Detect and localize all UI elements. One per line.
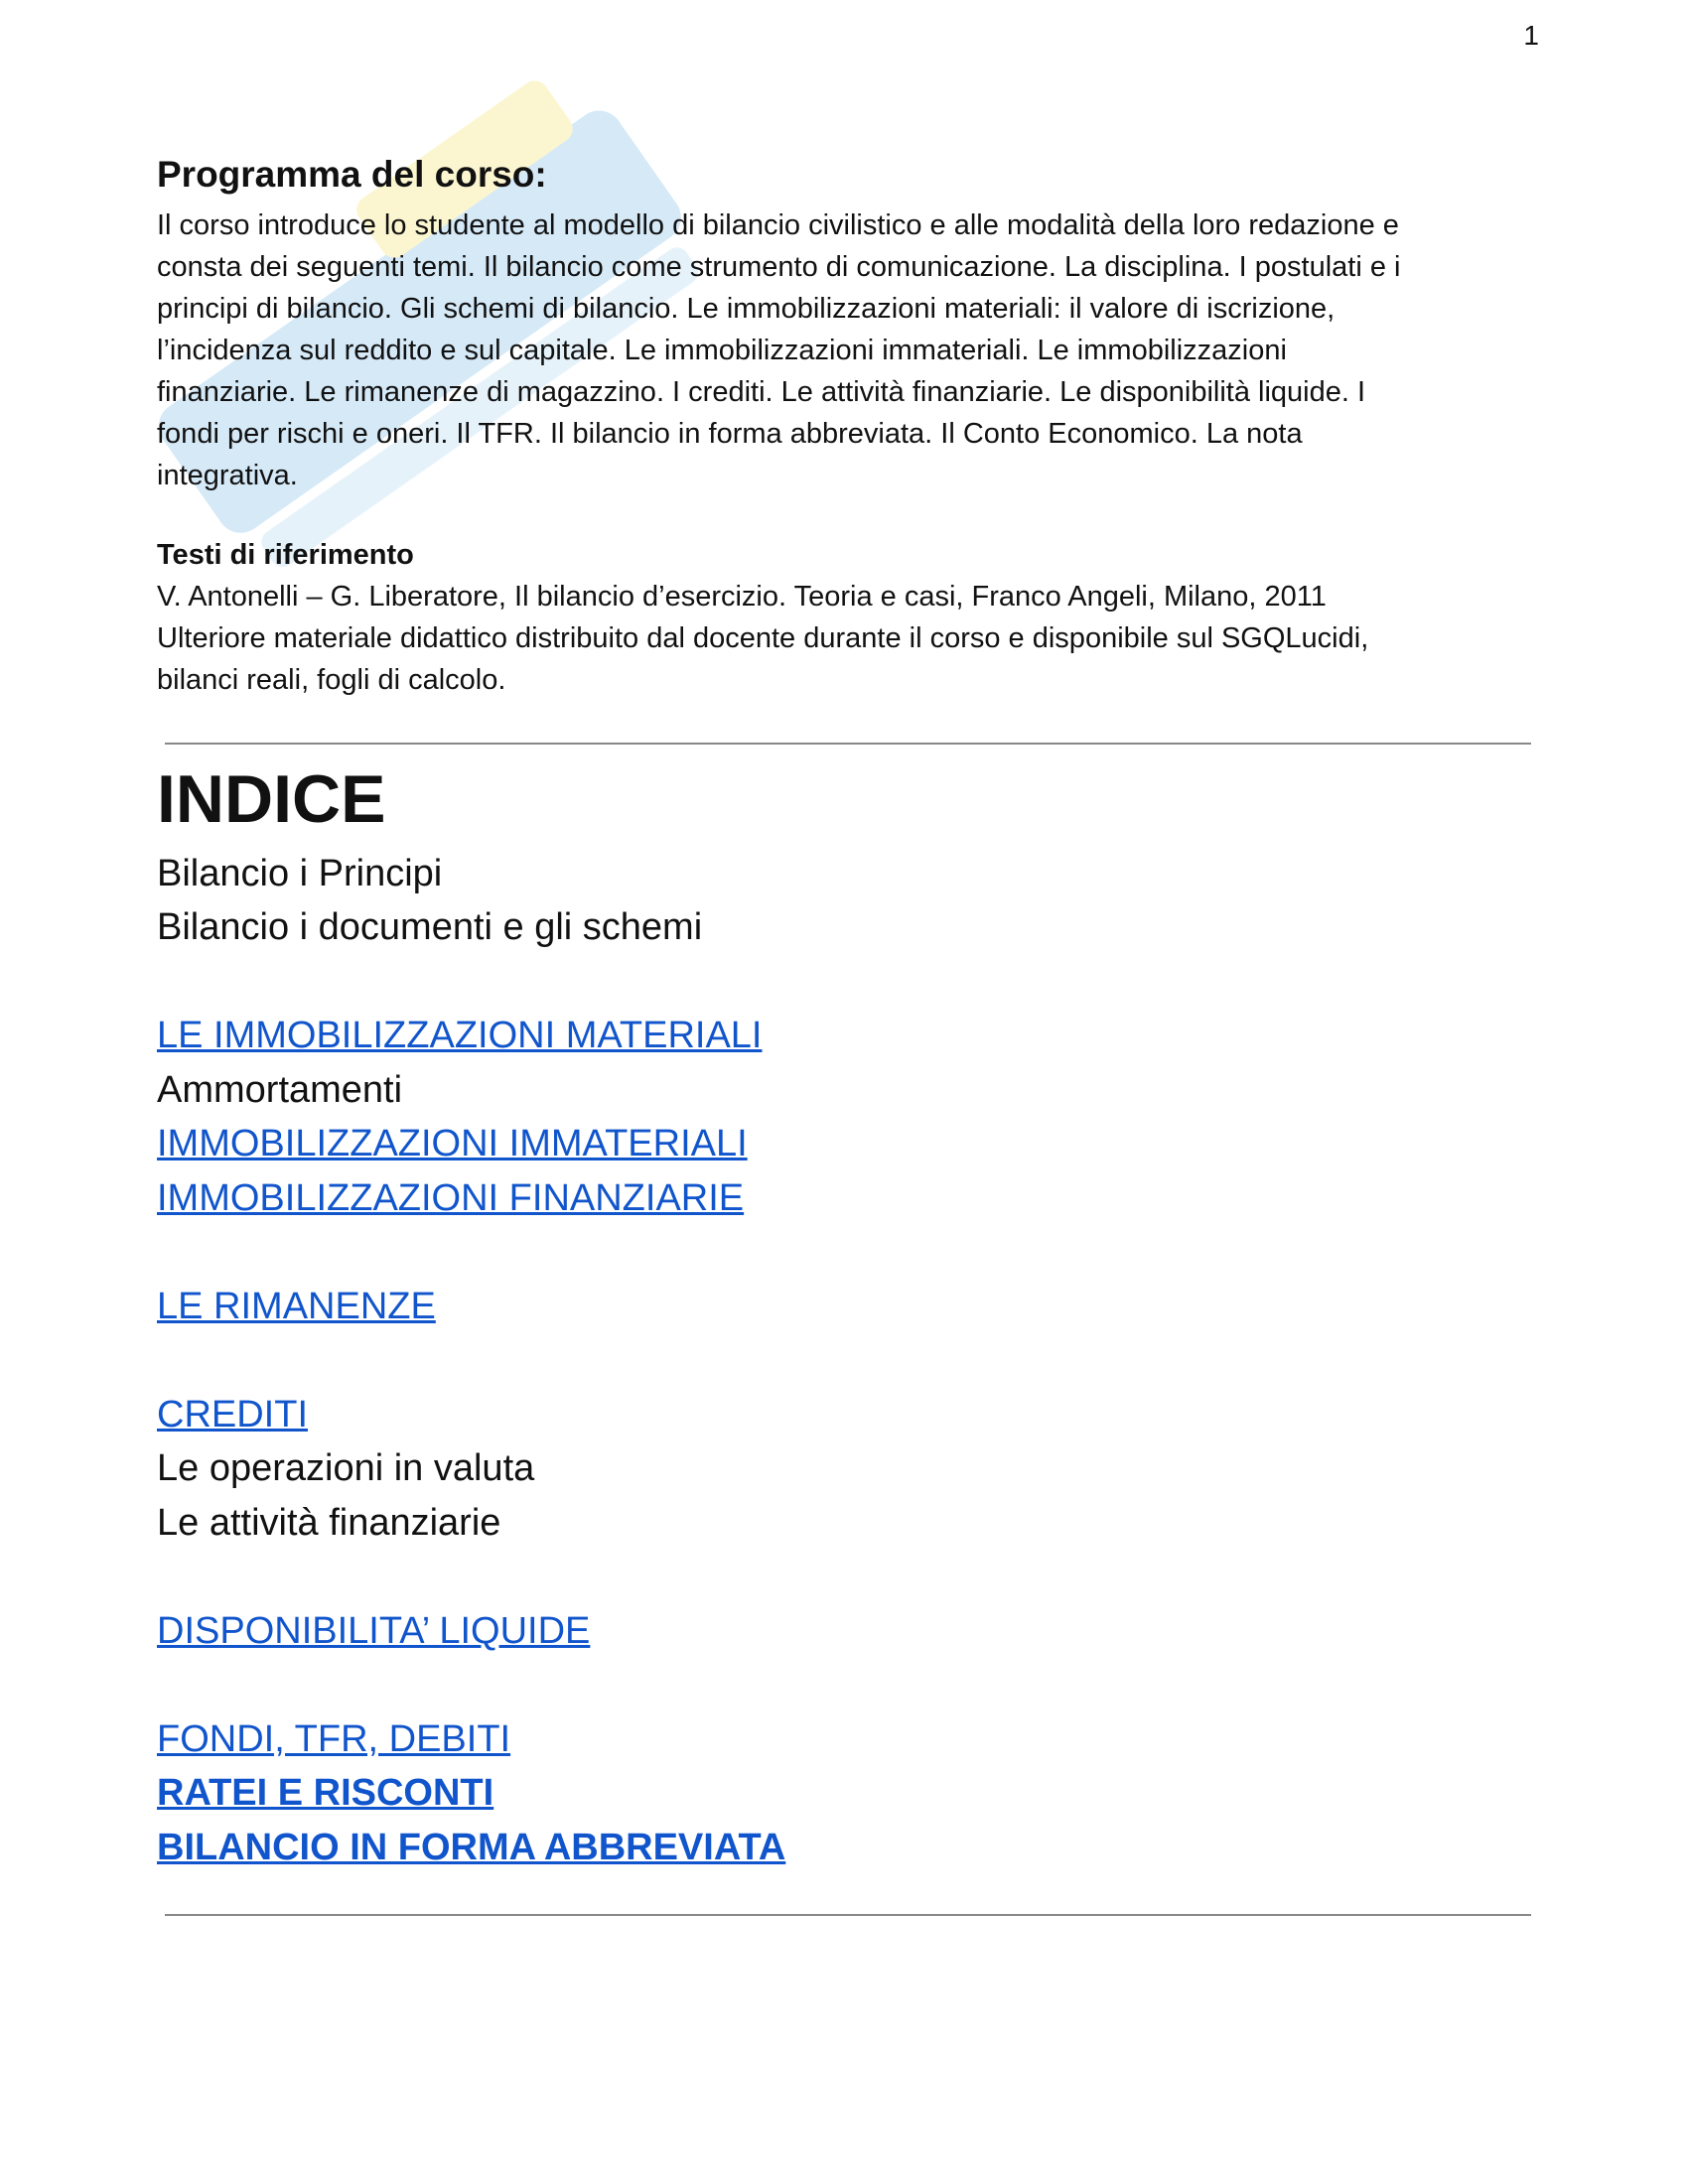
program-line: principi di bilancio. Gli schemi di bilancio. Le immobilizzazioni materiali: il valore di iscrizione, <box>157 293 1336 326</box>
program-line: l’incidenza sul reddito e sul capitale. Le immobilizzazioni immateriali. Le immobilizzazioni <box>157 335 1287 367</box>
divider-top <box>165 743 1531 745</box>
toc-spacer <box>157 1225 1348 1280</box>
toc-link-fondi-tfr-debiti[interactable]: FONDI, TFR, DEBITI <box>157 1717 511 1760</box>
reference-line: Ulteriore materiale didattico distribuito dal docente durante il corso e disponibile sul SGQLucidi, <box>157 622 1369 655</box>
toc-item-operazioni-valuta: Le operazioni in valuta <box>157 1447 535 1490</box>
toc-link-ratei-risconti[interactable]: RATEI E RISCONTI <box>157 1772 494 1815</box>
course-info <box>157 151 1527 701</box>
toc-spacer <box>157 955 1348 1010</box>
toc-item-ammortamenti: Ammortamenti <box>157 1068 403 1111</box>
toc-spacer <box>157 1658 1348 1712</box>
divider-bottom <box>165 1914 1531 1916</box>
toc-link-immobilizzazioni-finanziarie[interactable]: IMMOBILIZZAZIONI FINANZIARIE <box>157 1176 745 1219</box>
reference-line: V. Antonelli – G. Liberatore, Il bilancio d’esercizio. Teoria e casi, Franco Angeli, Milano, 2011 <box>157 581 1327 614</box>
program-title: Programma del corso: <box>157 154 547 195</box>
references-title: Testi di riferimento <box>157 539 414 572</box>
program-line: fondi per rischi e oneri. Il TFR. Il bilancio in forma abbreviata. Il Conto Economico. La nota <box>157 418 1303 451</box>
toc-link-immobilizzazioni-materiali[interactable]: LE IMMOBILIZZAZIONI MATERIALI <box>157 1015 763 1057</box>
program-line: finanziarie. Le rimanenze di magazzino. I crediti. Le attività finanziarie. Le disponibilità liquide. I <box>157 376 1366 409</box>
program-line: Il corso introduce lo studente al modello di bilancio civilistico e alle modalità della loro redazione e <box>157 209 1399 242</box>
toc-item-bilancio-principi: Bilancio i Principi <box>157 852 443 894</box>
program-line: integrativa. <box>157 460 298 492</box>
toc-item-bilancio-documenti-schemi: Bilancio i documenti e gli schemi <box>157 906 703 949</box>
reference-line: bilanci reali, fogli di calcolo. <box>157 664 506 697</box>
toc-item-attivita-finanziarie: Le attività finanziarie <box>157 1501 501 1544</box>
index-title: INDICE <box>157 761 386 837</box>
table-of-contents <box>157 759 1348 1874</box>
program-text <box>157 205 1527 496</box>
toc-link-rimanenze[interactable]: LE RIMANENZE <box>157 1285 436 1327</box>
toc-link-immobilizzazioni-immateriali[interactable]: IMMOBILIZZAZIONI IMMATERIALI <box>157 1123 748 1165</box>
page-number: 1 <box>1523 20 1539 51</box>
toc-link-crediti[interactable]: CREDITI <box>157 1393 308 1435</box>
toc-spacer <box>157 1333 1348 1388</box>
program-line: consta dei seguenti temi. Il bilancio come strumento di comunicazione. La disciplina. I postulati e i <box>157 251 1401 284</box>
toc-link-bilancio-forma-abbreviata[interactable]: BILANCIO IN FORMA ABBREVIATA <box>157 1826 786 1868</box>
toc-spacer <box>157 1550 1348 1604</box>
toc-link-disponibilita-liquide[interactable]: DISPONIBILITA’ LIQUIDE <box>157 1609 591 1652</box>
